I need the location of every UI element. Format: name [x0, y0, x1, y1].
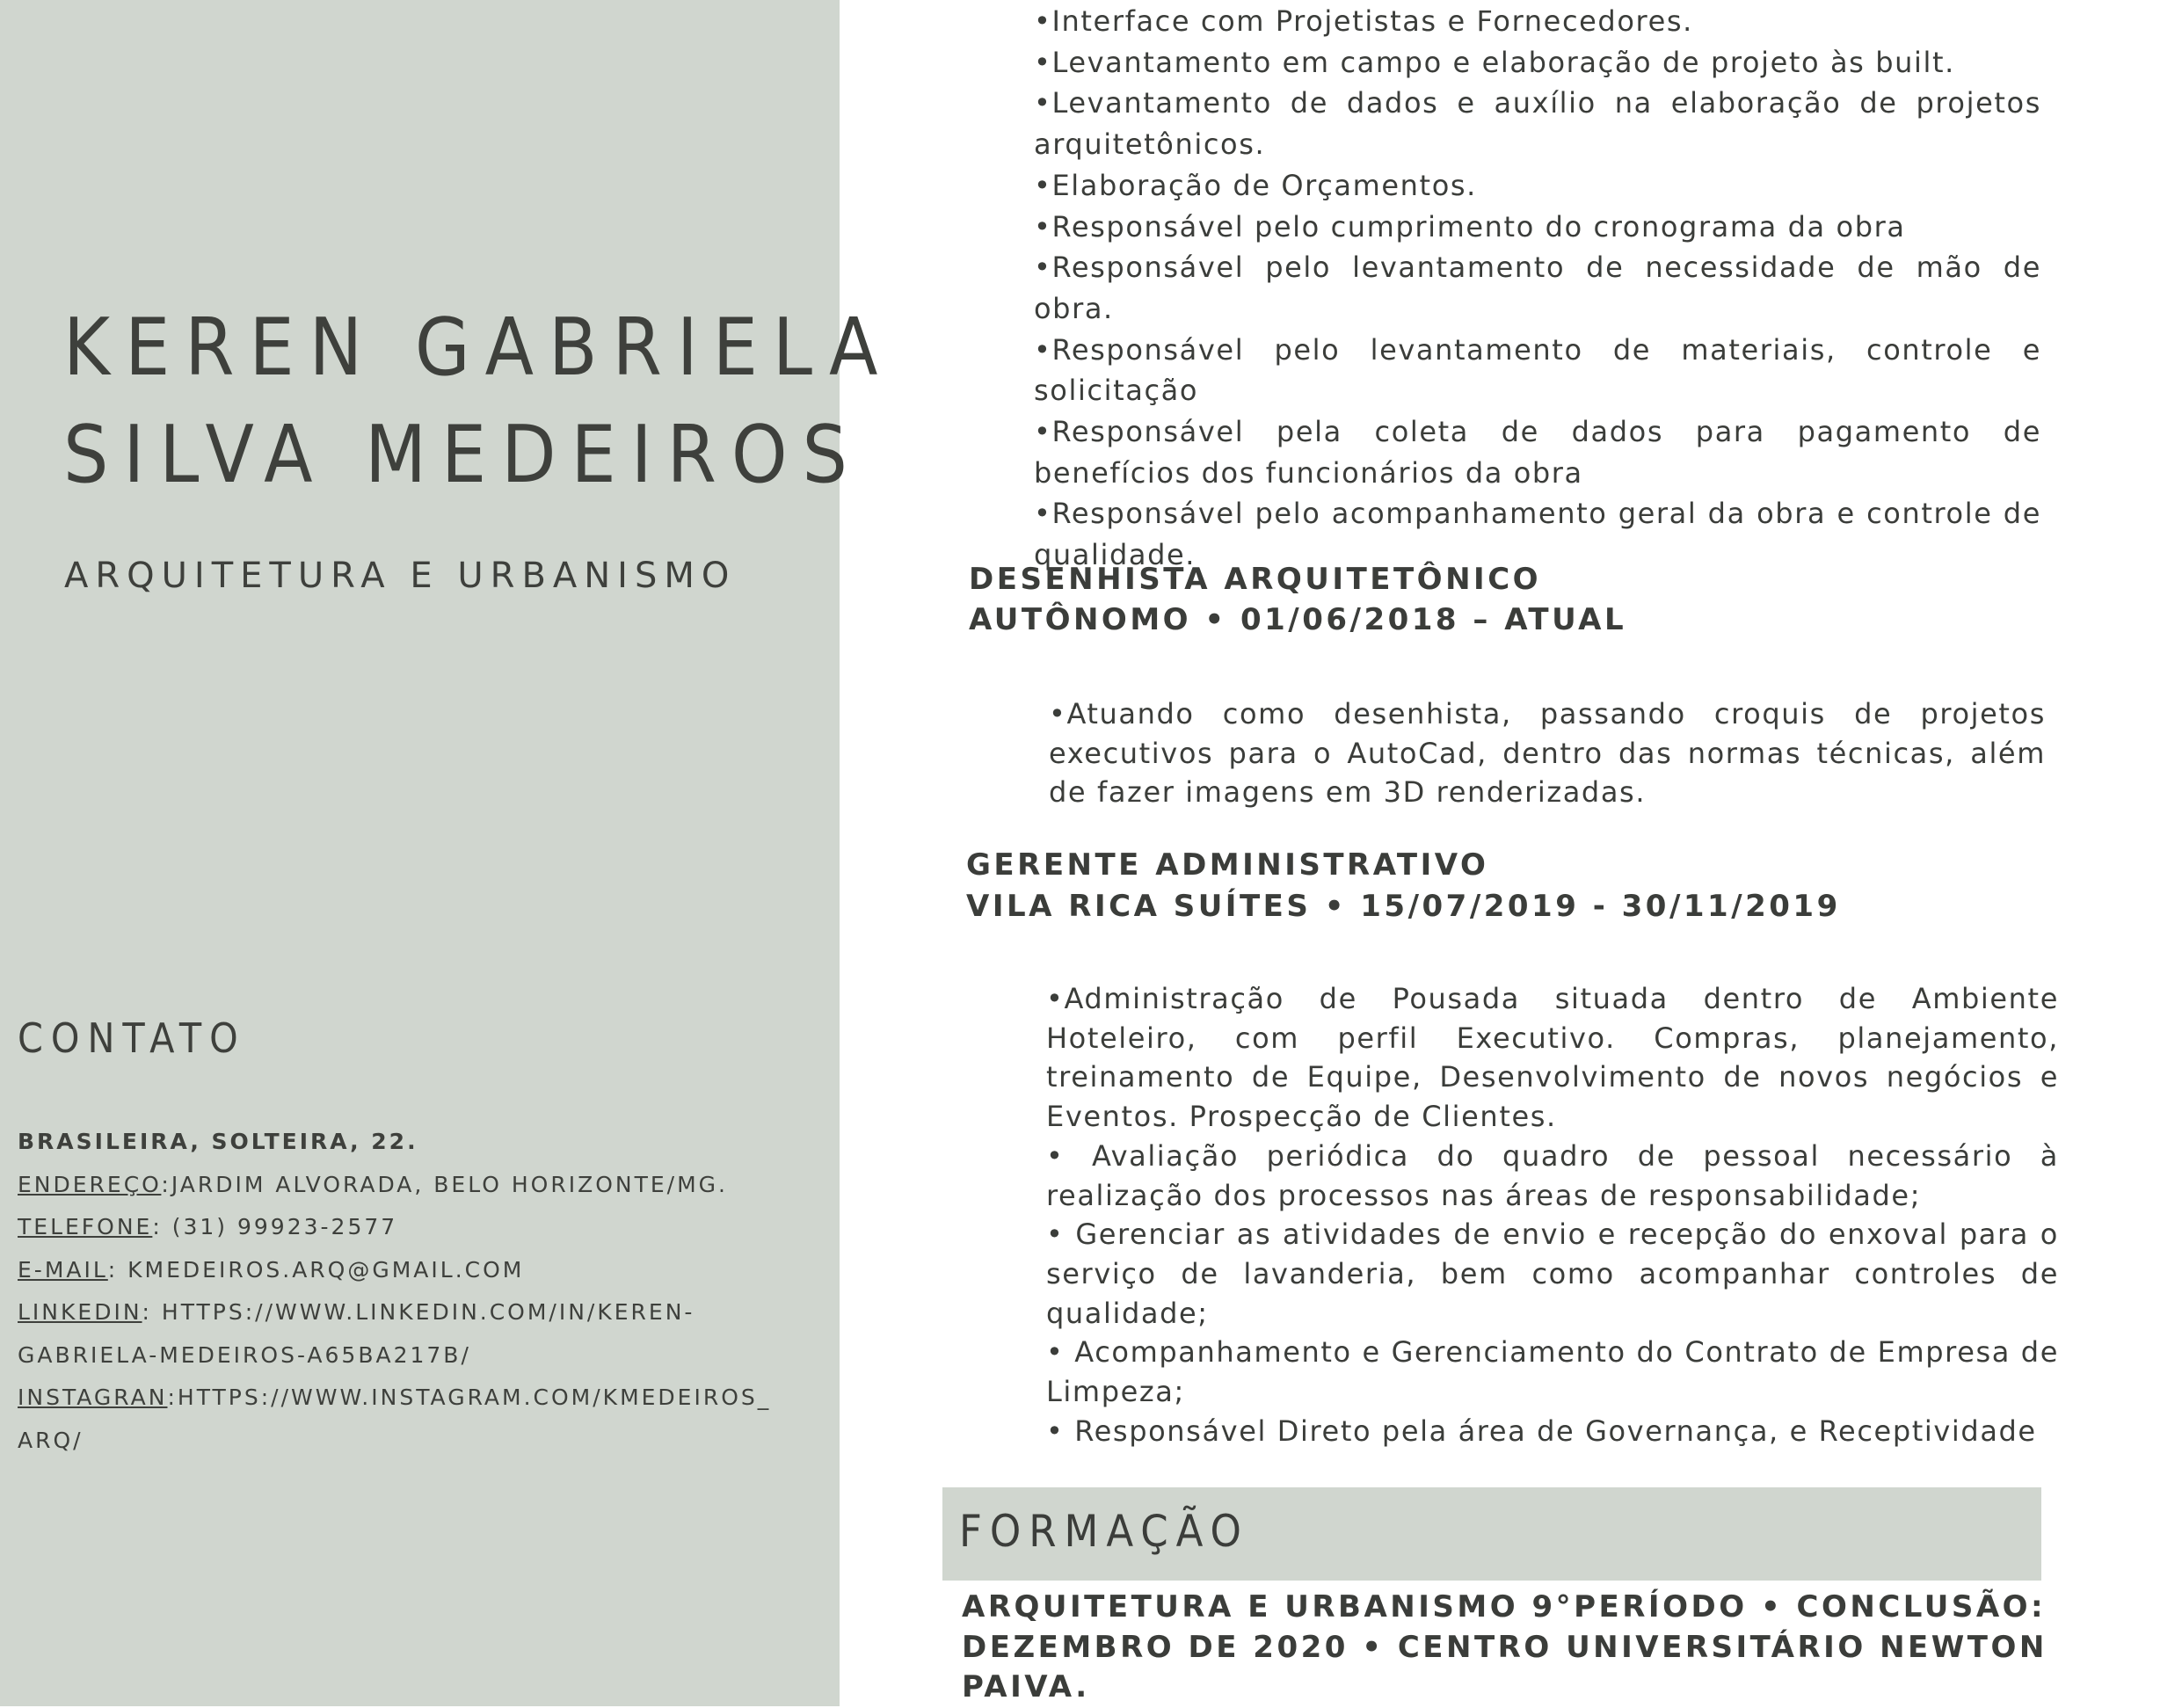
- profession: ARQUITETURA E URBANISMO: [64, 556, 737, 596]
- job-subtitle-desenhista: AUTÔNOMO • 01/06/2018 – ATUAL: [969, 602, 1627, 637]
- bullet-item: •Atuando como desenhista, passando croquis de projetos executivos para o AutoCad, dentro das normas técnicas, além de fazer imagens em 3D renderizadas.: [1049, 697, 2046, 810]
- job-title-gerente: GERENTE ADMINISTRATIVO: [966, 847, 1489, 883]
- bullet-item: •Responsável pelo levantamento de materiais, controle e solicitação: [1034, 332, 2041, 408]
- personal-info: BRASILEIRA, SOLTEIRA, 22.: [18, 1129, 418, 1154]
- bullet-item: •Responsável pelo levantamento de necessidade de mão de obra.: [1034, 251, 2041, 325]
- bullet-item: •Levantamento de dados e auxílio na elaboração de projetos arquitetônicos.: [1034, 86, 2041, 162]
- email-value[interactable]: : KMEDEIROS.ARQ@GMAIL.COM: [107, 1256, 525, 1283]
- education-line-2: DEZEMBRO DE 2020 • CENTRO UNIVERSITÁRIO NEWTON: [962, 1629, 2047, 1665]
- bullet-item: •Responsável pelo acompanhamento geral da obra e controle de qualidade.: [1034, 497, 2041, 572]
- bullet-item: •Levantamento em campo e elaboração de projeto às built.: [1034, 45, 1955, 79]
- linkedin-label: LINKEDIN: [18, 1299, 142, 1325]
- instagram-link-1[interactable]: :HTTPS://WWW.INSTAGRAM.COM/KMEDEIROS_: [167, 1385, 772, 1410]
- phone-label: TELEFONE: [18, 1214, 153, 1239]
- name-line-1: KEREN GABRIELA: [63, 302, 893, 394]
- education-line-1: ARQUITETURA E URBANISMO 9°PERÍODO • CONCLUSÃO:: [962, 1589, 2047, 1624]
- contact-block: [18, 1121, 826, 1462]
- gerente-bullets: [1046, 979, 2059, 1450]
- bullet-item: •Administração de Pousada situada dentro de Ambiente Hoteleiro, com perfil Executivo. Compras, planejamento, treinamento de Equipe, Desenvolvimento de novos negócios e Eventos. Prospecção de Clientes.: [1046, 982, 2059, 1134]
- desenhista-bullets: [1049, 694, 2046, 812]
- contact-heading: CONTATO: [18, 1014, 246, 1062]
- phone-value: : (31) 99923-2577: [152, 1214, 398, 1239]
- candidate-name: [63, 294, 892, 509]
- education-heading: FORMAÇÃO: [959, 1506, 1249, 1557]
- linkedin-link-2[interactable]: GABRIELA-MEDEIROS-A65BA217B/: [18, 1341, 471, 1368]
- instagram-link-2[interactable]: ARQ/: [18, 1427, 84, 1453]
- name-line-2: SILVA MEDEIROS: [63, 409, 862, 501]
- bullet-item: • Gerenciar as atividades de envio e recepção do enxoval para o serviço de lavanderia, bem como acompanhar controles de qualidade;: [1046, 1217, 2059, 1330]
- first-job-bullets: [1034, 1, 2041, 576]
- address-label: ENDEREÇO: [18, 1171, 162, 1197]
- address-line: [18, 1164, 826, 1207]
- bullet-item: •Interface com Projetistas e Fornecedores.: [1034, 4, 1693, 38]
- phone-line: [18, 1206, 826, 1249]
- education-entry: [962, 1588, 2047, 1708]
- instagram-label: INSTAGRAN: [18, 1385, 168, 1410]
- bullet-item: • Avaliação periódica do quadro de pessoal necessário à realização dos processos nas áreas de responsabilidade;: [1046, 1138, 2059, 1212]
- instagram-line: [18, 1377, 826, 1420]
- bullet-item: •Responsável pelo cumprimento do cronograma da obra: [1034, 209, 1906, 243]
- email-line: [18, 1249, 826, 1292]
- education-line-3: PAIVA.: [962, 1669, 1090, 1704]
- bullet-item: •Elaboração de Orçamentos.: [1034, 168, 1477, 202]
- job-title-desenhista: DESENHISTA ARQUITETÔNICO: [969, 562, 1542, 597]
- bullet-item: • Acompanhamento e Gerenciamento do Contrato de Empresa de Limpeza;: [1046, 1335, 2059, 1409]
- email-label: E-MAIL: [18, 1256, 108, 1283]
- bullet-item: •Responsável pela coleta de dados para pagamento de benefícios dos funcionários da obra: [1034, 415, 2041, 490]
- address-value: :JARDIM ALVORADA, BELO HORIZONTE/MG.: [161, 1171, 728, 1197]
- linkedin-line: [18, 1291, 826, 1334]
- bullet-item: • Responsável Direto pela área de Governança, e Receptividade: [1046, 1414, 2037, 1448]
- job-subtitle-gerente: VILA RICA SUÍTES • 15/07/2019 - 30/11/2019: [966, 889, 1841, 924]
- linkedin-link-1[interactable]: : HTTPS://WWW.LINKEDIN.COM/IN/KEREN-: [142, 1299, 695, 1325]
